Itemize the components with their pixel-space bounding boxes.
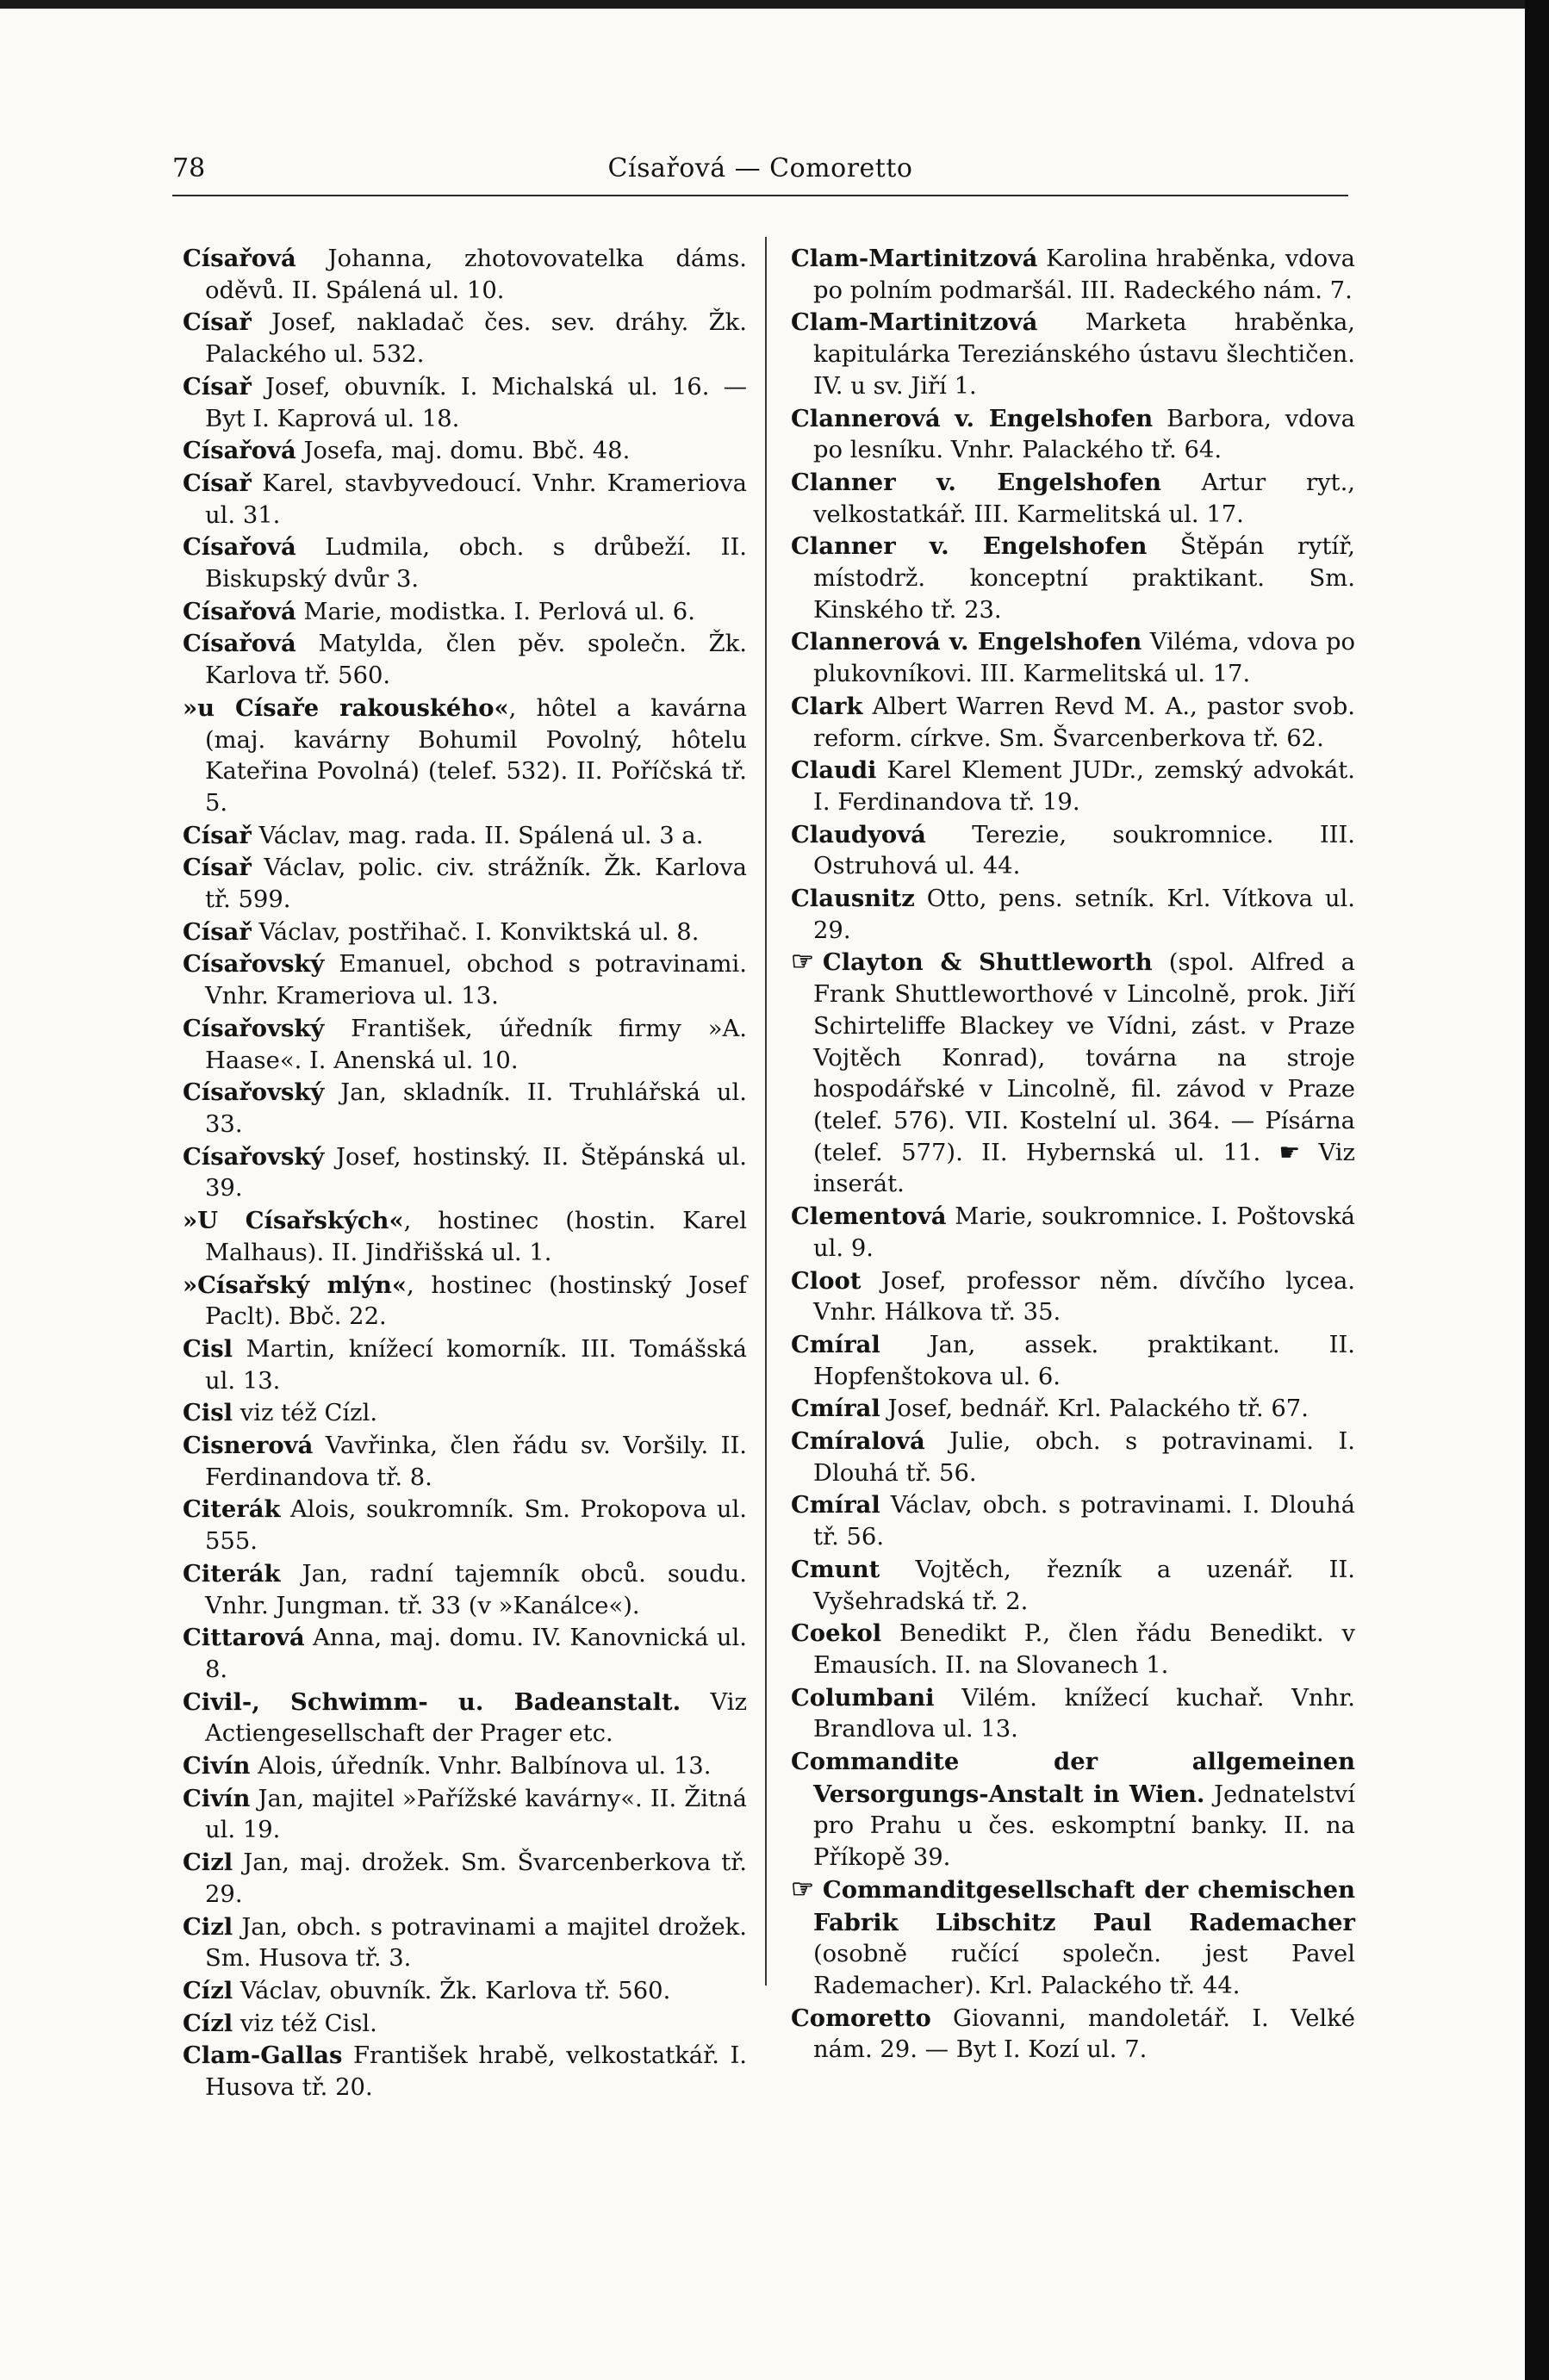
- directory-entry: [183, 2040, 747, 2103]
- directory-entry: [183, 628, 747, 692]
- entry-details: Vojtěch, řezník a uzenář. II. Vyšehradská tř. 2.: [813, 1556, 1355, 1615]
- entry-details: Josef, nakladač čes. sev. dráhy. Žk. Palackého ul. 532.: [205, 309, 747, 369]
- entry-details: viz též Cisl.: [233, 2010, 377, 2037]
- entry-name: Clam-Gallas: [183, 2041, 343, 2070]
- entry-details: Anna, maj. domu. IV. Kanovnická ul. 8.: [205, 1625, 747, 1683]
- entry-name: Civín: [183, 1752, 251, 1780]
- entry-details: Josefa, maj. domu. Bbč. 48.: [295, 438, 631, 465]
- directory-entry: [183, 852, 747, 916]
- entry-details: Josef, professor něm. dívčího lycea. Vnhr. Hálkova tř. 35.: [813, 1267, 1355, 1327]
- entry-name: Císař: [183, 469, 252, 497]
- entry-details: Benedikt P., člen řádu Benedikt. v Emausích. II. na Slovanech 1.: [813, 1620, 1355, 1679]
- entry-details: , hôtel a kavárna (maj. kavárny Bohumil Povolný, hôtelu Kateřina Povolná) (telef. 532). II. Poříčská tř. 5.: [205, 694, 747, 817]
- entry-details: Jan, obch. s potravinami a majitel drožek. Sm. Husova tř. 3.: [205, 1913, 747, 1973]
- entry-details: Václav, polic. civ. strážník. Žk. Karlova tř. 599.: [205, 854, 747, 914]
- entry-name: Císařovský: [183, 950, 325, 979]
- directory-entry: [183, 1847, 747, 1911]
- entry-name: Císař: [183, 821, 252, 849]
- entry-name: Císařová: [183, 630, 296, 658]
- directory-entry: [791, 531, 1355, 626]
- entry-name: Císař: [183, 917, 252, 946]
- entry-name: Cmíral: [791, 1491, 880, 1519]
- entry-name: »u Císaře rakouského«: [183, 693, 509, 722]
- entry-name: Cizl: [183, 1912, 233, 1941]
- entry-details: František hrabě, velkostatkář. I. Husova tř. 20.: [205, 2042, 747, 2102]
- entry-name: Clausnitz: [791, 885, 915, 913]
- entry-name: Cittarová: [183, 1624, 305, 1652]
- directory-entry: [791, 307, 1355, 402]
- entry-details: Vilém. knížecí kuchař. Vnhr. Brandlova ul. 13.: [813, 1684, 1355, 1743]
- directory-entry: [183, 1494, 747, 1557]
- directory-entry: [791, 819, 1355, 883]
- entry-name: Cisnerová: [183, 1432, 314, 1460]
- directory-entry: [791, 1393, 1355, 1426]
- entry-details: Marie, soukromnice. I. Poštovská ul. 9.: [813, 1203, 1355, 1262]
- directory-entry: [183, 917, 747, 949]
- entry-details: Barbora, vdova po lesníku. Vnhr. Palackého tř. 64.: [813, 405, 1355, 464]
- directory-entry: [791, 1329, 1355, 1393]
- page-number: 78: [172, 153, 206, 183]
- directory-entry: [791, 883, 1355, 947]
- directory-entry: [791, 1265, 1355, 1329]
- entry-name: Cmunt: [791, 1555, 880, 1583]
- page-header: [172, 153, 1348, 191]
- directory-entry: [791, 1426, 1355, 1489]
- directory-entry: [183, 1141, 747, 1205]
- right-column: [791, 243, 1355, 2066]
- entry-name: Columbani: [791, 1683, 935, 1712]
- entry-details: Václav, obch. s potravinami. I. Dlouhá tř. 56.: [813, 1492, 1355, 1551]
- entry-details: Ludmila, obch. s drůbeží. II. Biskupský dvůr 3.: [205, 534, 747, 593]
- entry-details: Karel Klement JUDr., zemský advokát. I. Ferdinandova tř. 19.: [813, 757, 1355, 816]
- entry-name: Clanner v. Engelshofen: [791, 532, 1148, 561]
- directory-entry: [183, 531, 747, 595]
- entry-name: Císařová: [183, 533, 296, 562]
- header-rule: [172, 195, 1348, 196]
- running-head: Císařová — Comoretto: [607, 153, 913, 183]
- entry-name: Commandite der allgemeinen Versorgungs-Anstalt in Wien.: [791, 1748, 1355, 1808]
- directory-entry: [791, 1682, 1355, 1746]
- directory-entry: [791, 1201, 1355, 1265]
- entry-name: Civil-, Schwimm- u. Badeanstalt.: [183, 1687, 681, 1716]
- entry-name: Clam-Martinitzová: [791, 245, 1038, 272]
- entry-details: Albert Warren Revd M. A., pastor svob. reform. církve. Sm. Švarcenberkova tř. 62.: [813, 693, 1355, 752]
- entry-name: Císař: [183, 854, 252, 882]
- directory-entry: [791, 947, 1355, 1201]
- entry-name: Clam-Martinitzová: [791, 308, 1038, 337]
- entry-details: Jan, assek. praktikant. II. Hopfenštokova ul. 6.: [813, 1331, 1355, 1390]
- entry-details: Marketa hraběnka, kapitulárka Tereziánského ústavu šlechtičen. IV. u sv. Jiří 1.: [813, 309, 1355, 400]
- directory-entry: [183, 1333, 747, 1397]
- entry-details: Alois, soukromník. Sm. Prokopova ul. 555.: [205, 1496, 747, 1556]
- directory-entry: [183, 820, 747, 853]
- entry-details: (osobně ručící společn. jest Pavel Rademacher). Krl. Palackého tř. 44.: [813, 1941, 1355, 1999]
- directory-entry: [791, 1554, 1355, 1618]
- entry-details: Jan, maj. drožek. Sm. Švarcenberkova tř. 29.: [205, 1849, 747, 1908]
- directory-entry: [183, 948, 747, 1012]
- entry-details: Josef, bednář. Krl. Palackého tř. 67.: [880, 1395, 1309, 1423]
- directory-entry: [183, 1911, 747, 1975]
- entry-name: »Císařský mlýn«: [183, 1271, 407, 1299]
- directory-entry: [183, 2008, 747, 2041]
- entry-name: Cmíral: [791, 1330, 880, 1358]
- entry-details: Josef, obuvník. I. Michalská ul. 16. — Byt I. Kaprová ul. 18.: [205, 373, 747, 432]
- entry-details: Václav, postřihač. I. Konviktská ul. 8.: [251, 918, 700, 946]
- entry-name: Clayton & Shuttleworth: [822, 948, 1153, 977]
- directory-entry: [183, 1013, 747, 1077]
- entry-name: Císařovský: [183, 1014, 325, 1042]
- entry-details: Terezie, soukromnice. III. Ostruhová ul. 44.: [813, 821, 1355, 880]
- entry-name: Cízl: [183, 2009, 233, 2037]
- directory-entry: [791, 691, 1355, 755]
- directory-entry: [183, 1270, 747, 1333]
- entry-details: Giovanni, mandoletář. I. Velké nám. 29. — Byt I. Kozí ul. 7.: [813, 2004, 1355, 2064]
- entry-name: Clannerová v. Engelshofen: [791, 628, 1142, 656]
- entry-name: Cisl: [183, 1399, 233, 1427]
- entry-name: Císařovský: [183, 1142, 325, 1171]
- directory-entry: [791, 2003, 1355, 2066]
- directory-entry: [183, 371, 747, 435]
- directory-entry: [183, 1622, 747, 1686]
- directory-entry: [183, 435, 747, 468]
- entry-name: Cmíral: [791, 1395, 880, 1423]
- directory-entry: [183, 1975, 747, 2008]
- entry-details: (spol. Alfred a Frank Shuttleworthové v Lincolně, prok. Jiří Schirteliffe Blackey ve Vídni, zást. v Praze Vojtěch Konrad), továrna na stroje hospodářské v Lincolně, fil. závod v Praze (telef. 576). VII. Kostelní ul. 364. — Písárna (telef. 577). II. Hybernská ul. 11. ☛ Viz inserát.: [813, 949, 1355, 1198]
- entry-name: Clannerová v. Engelshofen: [791, 404, 1154, 432]
- entry-name: Císařová: [183, 437, 296, 465]
- entry-name: Claudi: [791, 756, 877, 785]
- entry-details: Václav, obuvník. Žk. Karlova tř. 560.: [233, 1977, 671, 2004]
- entry-name: Civín: [183, 1784, 251, 1812]
- entry-details: Jan, majitel »Pařížské kavárny«. II. Žitná ul. 19.: [205, 1785, 747, 1844]
- entry-details: Štěpán rytíř, místodrž. konceptní praktikant. Sm. Kinského tř. 23.: [813, 533, 1355, 624]
- directory-entry: [183, 1397, 747, 1430]
- entry-details: Jednatelství pro Prahu u čes. eskomptní banky. II. na Příkopě 39.: [813, 1780, 1355, 1872]
- entry-details: František, úředník firmy »A. Haase«. I. Anenská ul. 10.: [205, 1015, 747, 1074]
- left-column: [183, 243, 747, 2104]
- directory-entry: [791, 755, 1355, 818]
- entry-details: Jan, radní tajemník obců. soudu. Vnhr. Jungman. tř. 33 (v »Kanálce«).: [205, 1560, 747, 1619]
- entry-details: viz též Cízl.: [233, 1400, 378, 1427]
- entry-details: , hostinec (hostinský Josef Paclt). Bbč. 22.: [205, 1271, 747, 1331]
- directory-entry: [183, 1687, 747, 1750]
- directory-entry: [183, 307, 747, 370]
- pointing-hand-icon: ☞: [791, 947, 814, 978]
- entry-details: Karolina hraběnka, vdova po polním podmaršál. III. Radeckého nám. 7.: [813, 245, 1355, 304]
- directory-entry: [183, 1205, 747, 1269]
- entry-name: Commanditgesellschaft der chemischen Fabrik Libschitz Paul Rademacher: [813, 1875, 1355, 1936]
- entry-name: Cmíralová: [791, 1427, 925, 1456]
- directory-entry: [183, 1783, 747, 1847]
- directory-entry: [791, 1489, 1355, 1553]
- entry-details: Julie, obch. s potravinami. I. Dlouhá tř. 56.: [813, 1428, 1355, 1487]
- directory-entry: [183, 596, 747, 629]
- entry-details: Viléma, vdova po plukovníkovi. III. Karmelitská ul. 17.: [813, 629, 1355, 688]
- entry-name: Cizl: [183, 1849, 233, 1877]
- directory-entry: [791, 243, 1355, 307]
- directory-entry: [791, 1874, 1355, 2003]
- entry-details: Josef, hostinský. II. Štěpánská ul. 39.: [205, 1143, 747, 1202]
- entry-name: Citerák: [183, 1495, 281, 1524]
- entry-name: Comoretto: [791, 2004, 931, 2032]
- entry-name: »U Císařských«: [183, 1207, 404, 1235]
- entry-name: Clementová: [791, 1202, 947, 1231]
- entry-name: Císař: [183, 308, 252, 337]
- entry-name: Claudyová: [791, 820, 926, 848]
- entry-details: Jan, skladník. II. Truhlářská ul. 33.: [205, 1079, 747, 1138]
- entry-details: Otto, pens. setník. Krl. Vítkova ul. 29.: [813, 886, 1355, 944]
- column-divider: [765, 237, 767, 1985]
- entry-details: , hostinec (hostin. Karel Malhaus). II. Jindřišská ul. 1.: [205, 1208, 747, 1266]
- entry-details: Vavřinka, člen řádu sv. Voršily. II. Ferdinandova tř. 8.: [205, 1432, 747, 1491]
- directory-entry: [791, 403, 1355, 467]
- scan-edge-right: [1525, 0, 1549, 2380]
- directory-entry: [183, 468, 747, 531]
- entry-name: Cízl: [183, 1976, 233, 2004]
- scan-edge-top: [0, 0, 1549, 9]
- entry-details: Artur ryt., velkostatkář. III. Karmelitská ul. 17.: [813, 469, 1355, 528]
- entry-details: Matylda, člen pěv. společn. Žk. Karlova tř. 560.: [205, 631, 747, 690]
- entry-name: Císařová: [183, 245, 296, 272]
- entry-details: Václav, mag. rada. II. Spálená ul. 3 a.: [251, 822, 704, 849]
- entry-name: Citerák: [183, 1559, 281, 1588]
- pointing-hand-icon: ☞: [791, 1874, 814, 1905]
- directory-entry: [791, 626, 1355, 690]
- entry-details: Johanna, zhotovovatelka dáms. oděvů. II. Spálená ul. 10.: [205, 245, 747, 304]
- directory-entry: [183, 693, 747, 820]
- directory-entry: [183, 243, 747, 307]
- directory-entry: [791, 1618, 1355, 1681]
- directory-entry: [183, 1430, 747, 1494]
- directory-entry: [791, 467, 1355, 531]
- directory-entry: [183, 1750, 747, 1783]
- entry-name: Cisl: [183, 1334, 233, 1363]
- directory-entry: [791, 1746, 1355, 1874]
- entry-name: Císař: [183, 372, 252, 401]
- entry-name: Cloot: [791, 1266, 862, 1295]
- entry-details: Martin, knížecí komorník. III. Tomášská ul. 13.: [205, 1335, 747, 1395]
- entry-details: Marie, modistka. I. Perlová ul. 6.: [295, 598, 695, 625]
- entry-name: Císařová: [183, 597, 296, 625]
- directory-entry: [183, 1558, 747, 1622]
- entry-name: Clanner v. Engelshofen: [791, 468, 1161, 496]
- directory-entry: [183, 1077, 747, 1140]
- entry-details: Alois, úředník. Vnhr. Balbínova ul. 13.: [250, 1753, 712, 1780]
- entry-details: Emanuel, obchod s potravinami. Vnhr. Krameriova ul. 13.: [205, 951, 747, 1010]
- entry-name: Císařovský: [183, 1078, 325, 1107]
- entry-name: Coekol: [791, 1619, 882, 1648]
- entry-details: Karel, stavbyvedoucí. Vnhr. Krameriova ul. 31.: [205, 469, 747, 529]
- entry-details: Viz Actiengesellschaft der Prager etc.: [205, 1688, 748, 1748]
- entry-name: Clark: [791, 692, 863, 720]
